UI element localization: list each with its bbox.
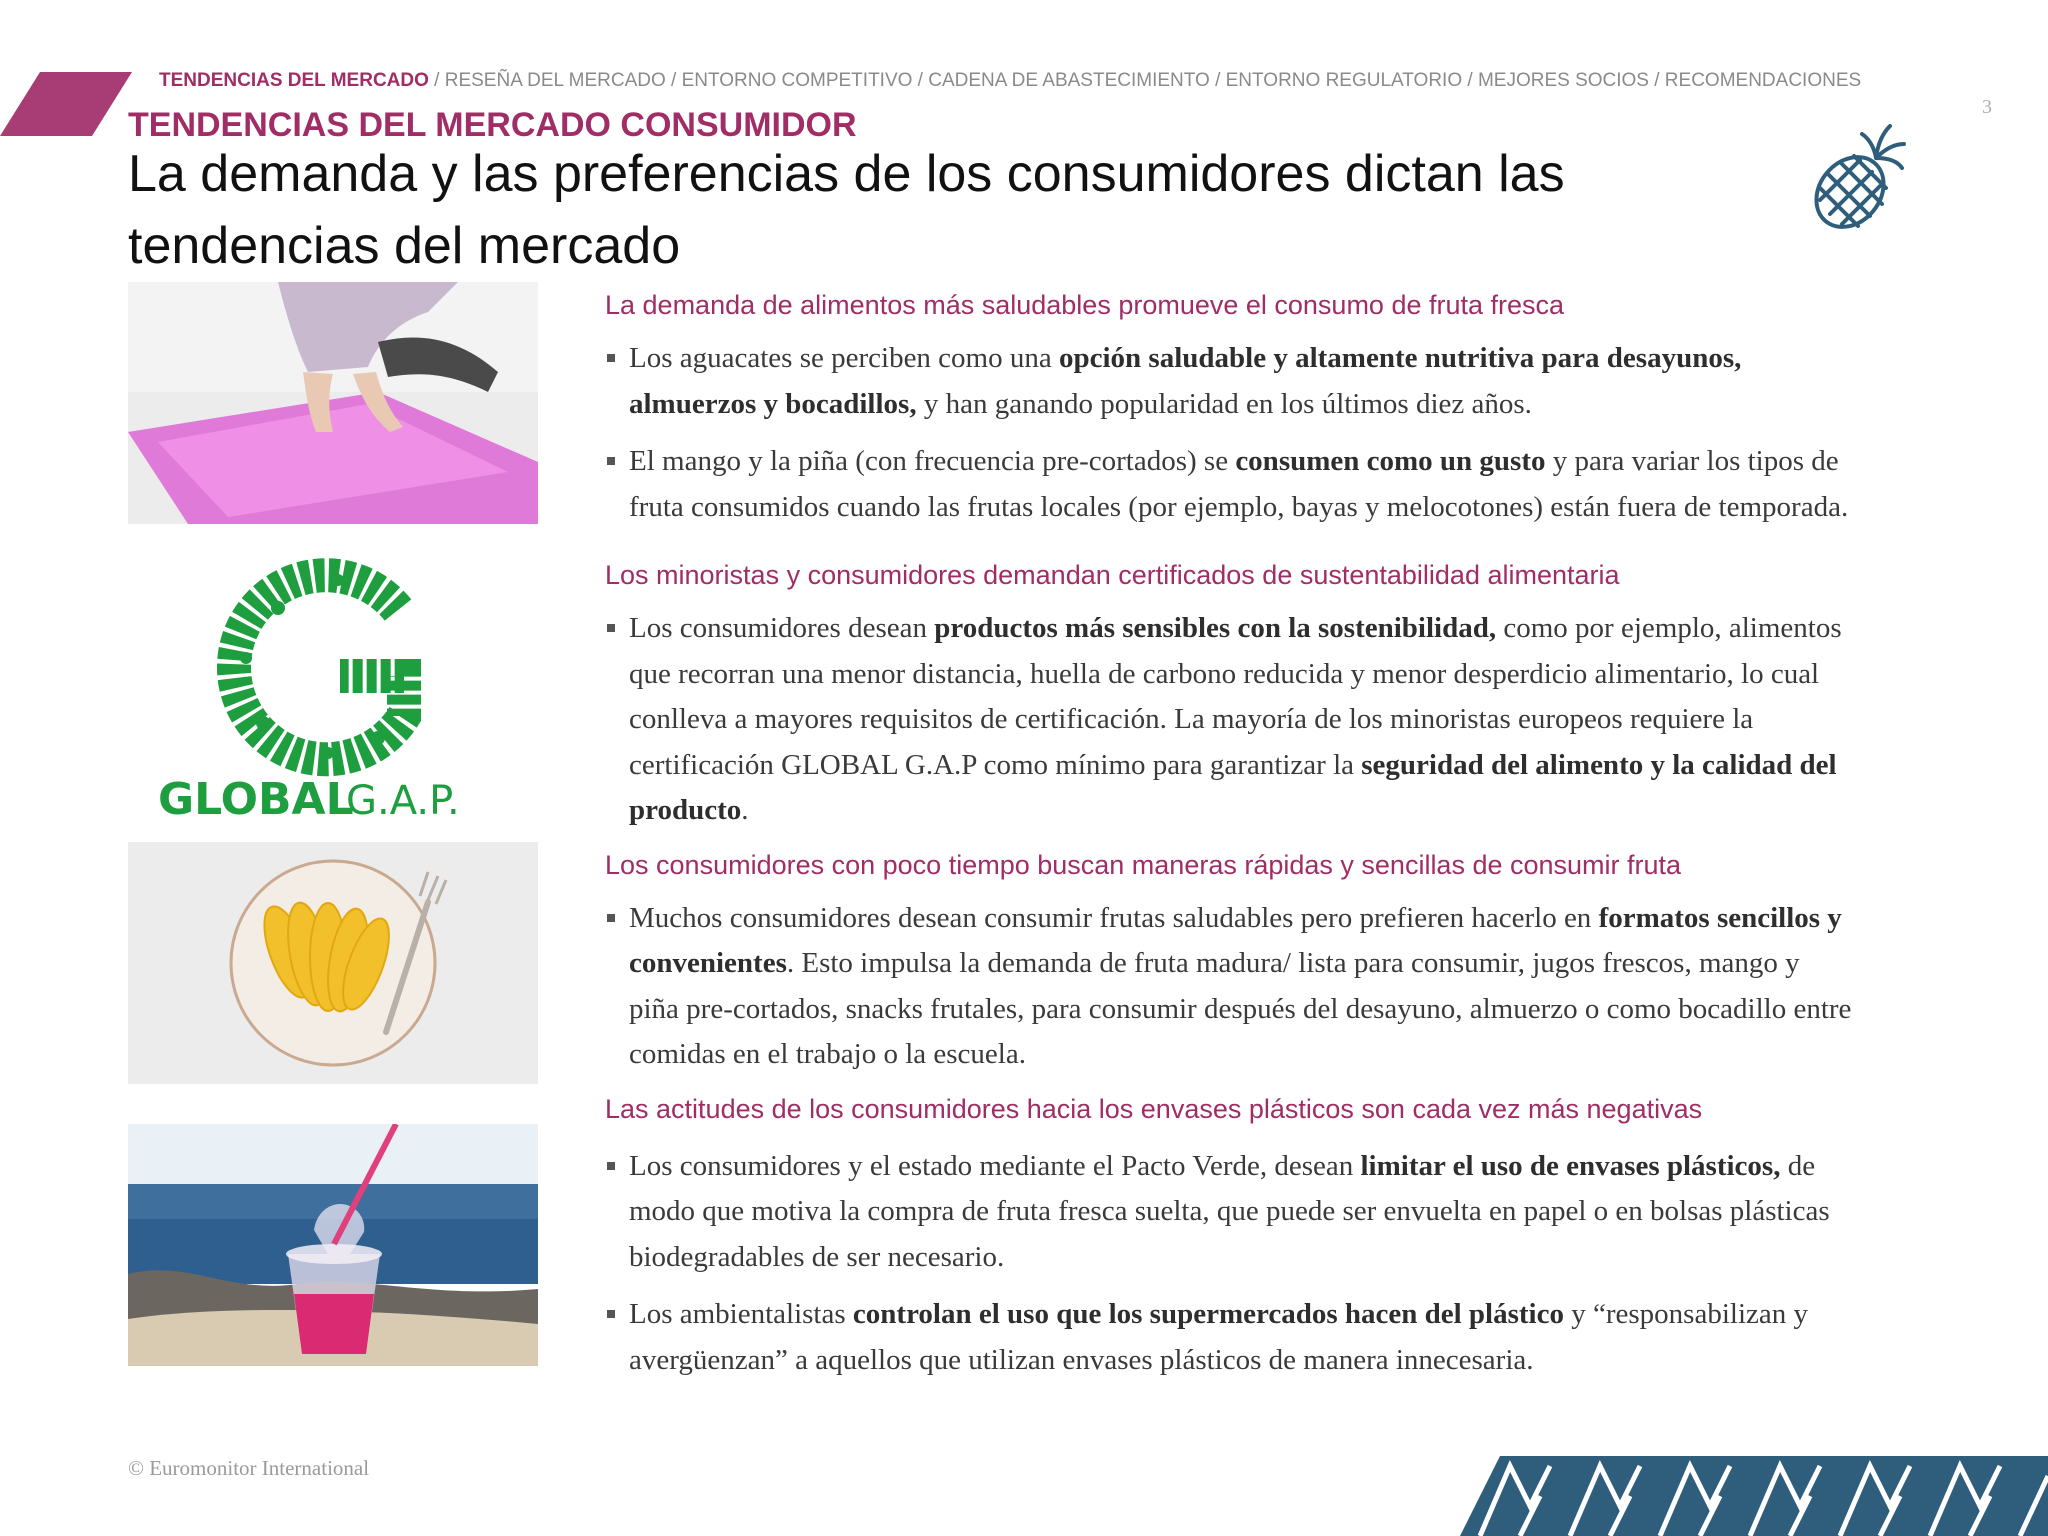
bullet-bold: opción saludable y altamente nutritiva para desayunos, almuerzos y bocadillos, (629, 342, 1742, 420)
corner-accent-tab (0, 72, 132, 136)
globalgap-logo (128, 548, 538, 828)
bullet-item (605, 1144, 1855, 1281)
breadcrumb-rest[interactable]: / RESEÑA DEL MERCADO / ENTORNO COMPETITIVO / CADENA DE ABASTECIMIENTO / ENTORNO REGULATORIO / MEJORES SOCIOS / RECOMENDACIONES (428, 70, 1862, 91)
bullet-item (605, 439, 1855, 530)
bullet-text: . Esto impulsa la demanda de fruta madura/ lista para consumir, jugos frescos, mango y piña pre-cortados, snacks frutales, para consumir después del desayuno, almuerzo o como bocadillo entre comidas en el trabajo o la escuela. (629, 947, 1852, 1070)
bullet-text: y para variar los tipos de fruta consumidos cuando las frutas locales (por ejemplo, bayas y melocotones) están fuera de temporada. (629, 445, 1849, 523)
content-column (605, 286, 1855, 1395)
section-heading: Las actitudes de los consumidores hacia los envases plásticos son cada vez más negativas (605, 1093, 1703, 1124)
section-heading: Los consumidores con poco tiempo buscan maneras rápidas y sencillas de consumir fruta (605, 849, 1682, 880)
bullet-bold: controlan el uso que los supermercados hacen del plástico (852, 1298, 1564, 1330)
bullet-text: Los consumidores desean (629, 612, 935, 644)
bullet-text: . (741, 794, 749, 826)
bullet-item (605, 896, 1855, 1078)
bullet-item (605, 336, 1855, 427)
section-healthy (605, 286, 1855, 530)
bullet-text: y han ganando popularidad en los últimos diez años. (916, 387, 1532, 420)
bullet-text: Muchos consumidores desean consumir frutas saludables pero prefieren hacerlo en (629, 901, 1599, 934)
bullet-bold: limitar el uso de envases plásticos, (1360, 1149, 1781, 1182)
page-number: 3 (1982, 96, 1992, 118)
section-heading: Los minoristas y consumidores demandan certificados de sustentabilidad alimentaria (605, 560, 1620, 590)
bullet-item (605, 606, 1855, 834)
section-sustainability (605, 556, 1855, 834)
yoga-photo (128, 282, 538, 524)
logo-text-bold: GLOBAL (158, 774, 354, 825)
section-title: TENDENCIAS DEL MERCADO CONSUMIDOR (128, 106, 857, 144)
section-heading: La demanda de alimentos más saludables promueve el consumo de fruta fresca (605, 290, 1565, 320)
bullet-bold: seguridad del alimento y la calidad del producto (629, 748, 1837, 826)
section-convenience (605, 846, 1855, 1078)
decorative-pattern (1460, 1456, 2048, 1536)
page-title: La demanda y las preferencias de los consumidores dictan las tendencias del mercado (128, 145, 1565, 275)
bullet-text: Los ambientalistas (629, 1298, 853, 1330)
copyright: © Euromonitor International (128, 1456, 370, 1480)
bullet-text: y “responsabilizan y avergüenzan” a aquellos que utilizan envases plásticos de manera innecesaria. (629, 1298, 1808, 1376)
section-plastics (605, 1090, 1855, 1384)
breadcrumb (159, 70, 1861, 92)
pineapple-icon (1806, 122, 1906, 232)
bullet-item (605, 1292, 1855, 1383)
bullet-text: Los consumidores y el estado mediante el Pacto Verde, desean (629, 1149, 1361, 1182)
logo-text-light: G.A.P. (346, 778, 460, 824)
bullet-bold: productos más sensibles con la sostenibilidad, (934, 612, 1497, 644)
mango-plate-photo (128, 842, 538, 1084)
bullet-text: de modo que motiva la compra de fruta fresca suelta, que puede ser envuelta en papel o en bolsas plásticas biodegradables de ser necesario. (629, 1149, 1830, 1273)
breadcrumb-active[interactable]: TENDENCIAS DEL MERCADO (159, 70, 429, 91)
bullet-text: El mango y la piña (con frecuencia pre-cortados) se (629, 445, 1236, 477)
bullet-bold: consumen como un gusto (1235, 445, 1546, 477)
bullet-bold: formatos sencillos y convenientes (629, 901, 1842, 979)
smoothie-beach-photo (128, 1124, 538, 1366)
bullet-text: Los aguacates se perciben como una (629, 342, 1059, 374)
bullet-text: como por ejemplo, alimentos que recorran una menor distancia, huella de carbono reducida y menor desperdicio alimentario, lo cual conlleva a mayores requisitos de certificación. La mayoría de los minoristas europeos requiere la certificación GLOBAL G.A.P como mínimo para garantizar la (629, 612, 1842, 781)
